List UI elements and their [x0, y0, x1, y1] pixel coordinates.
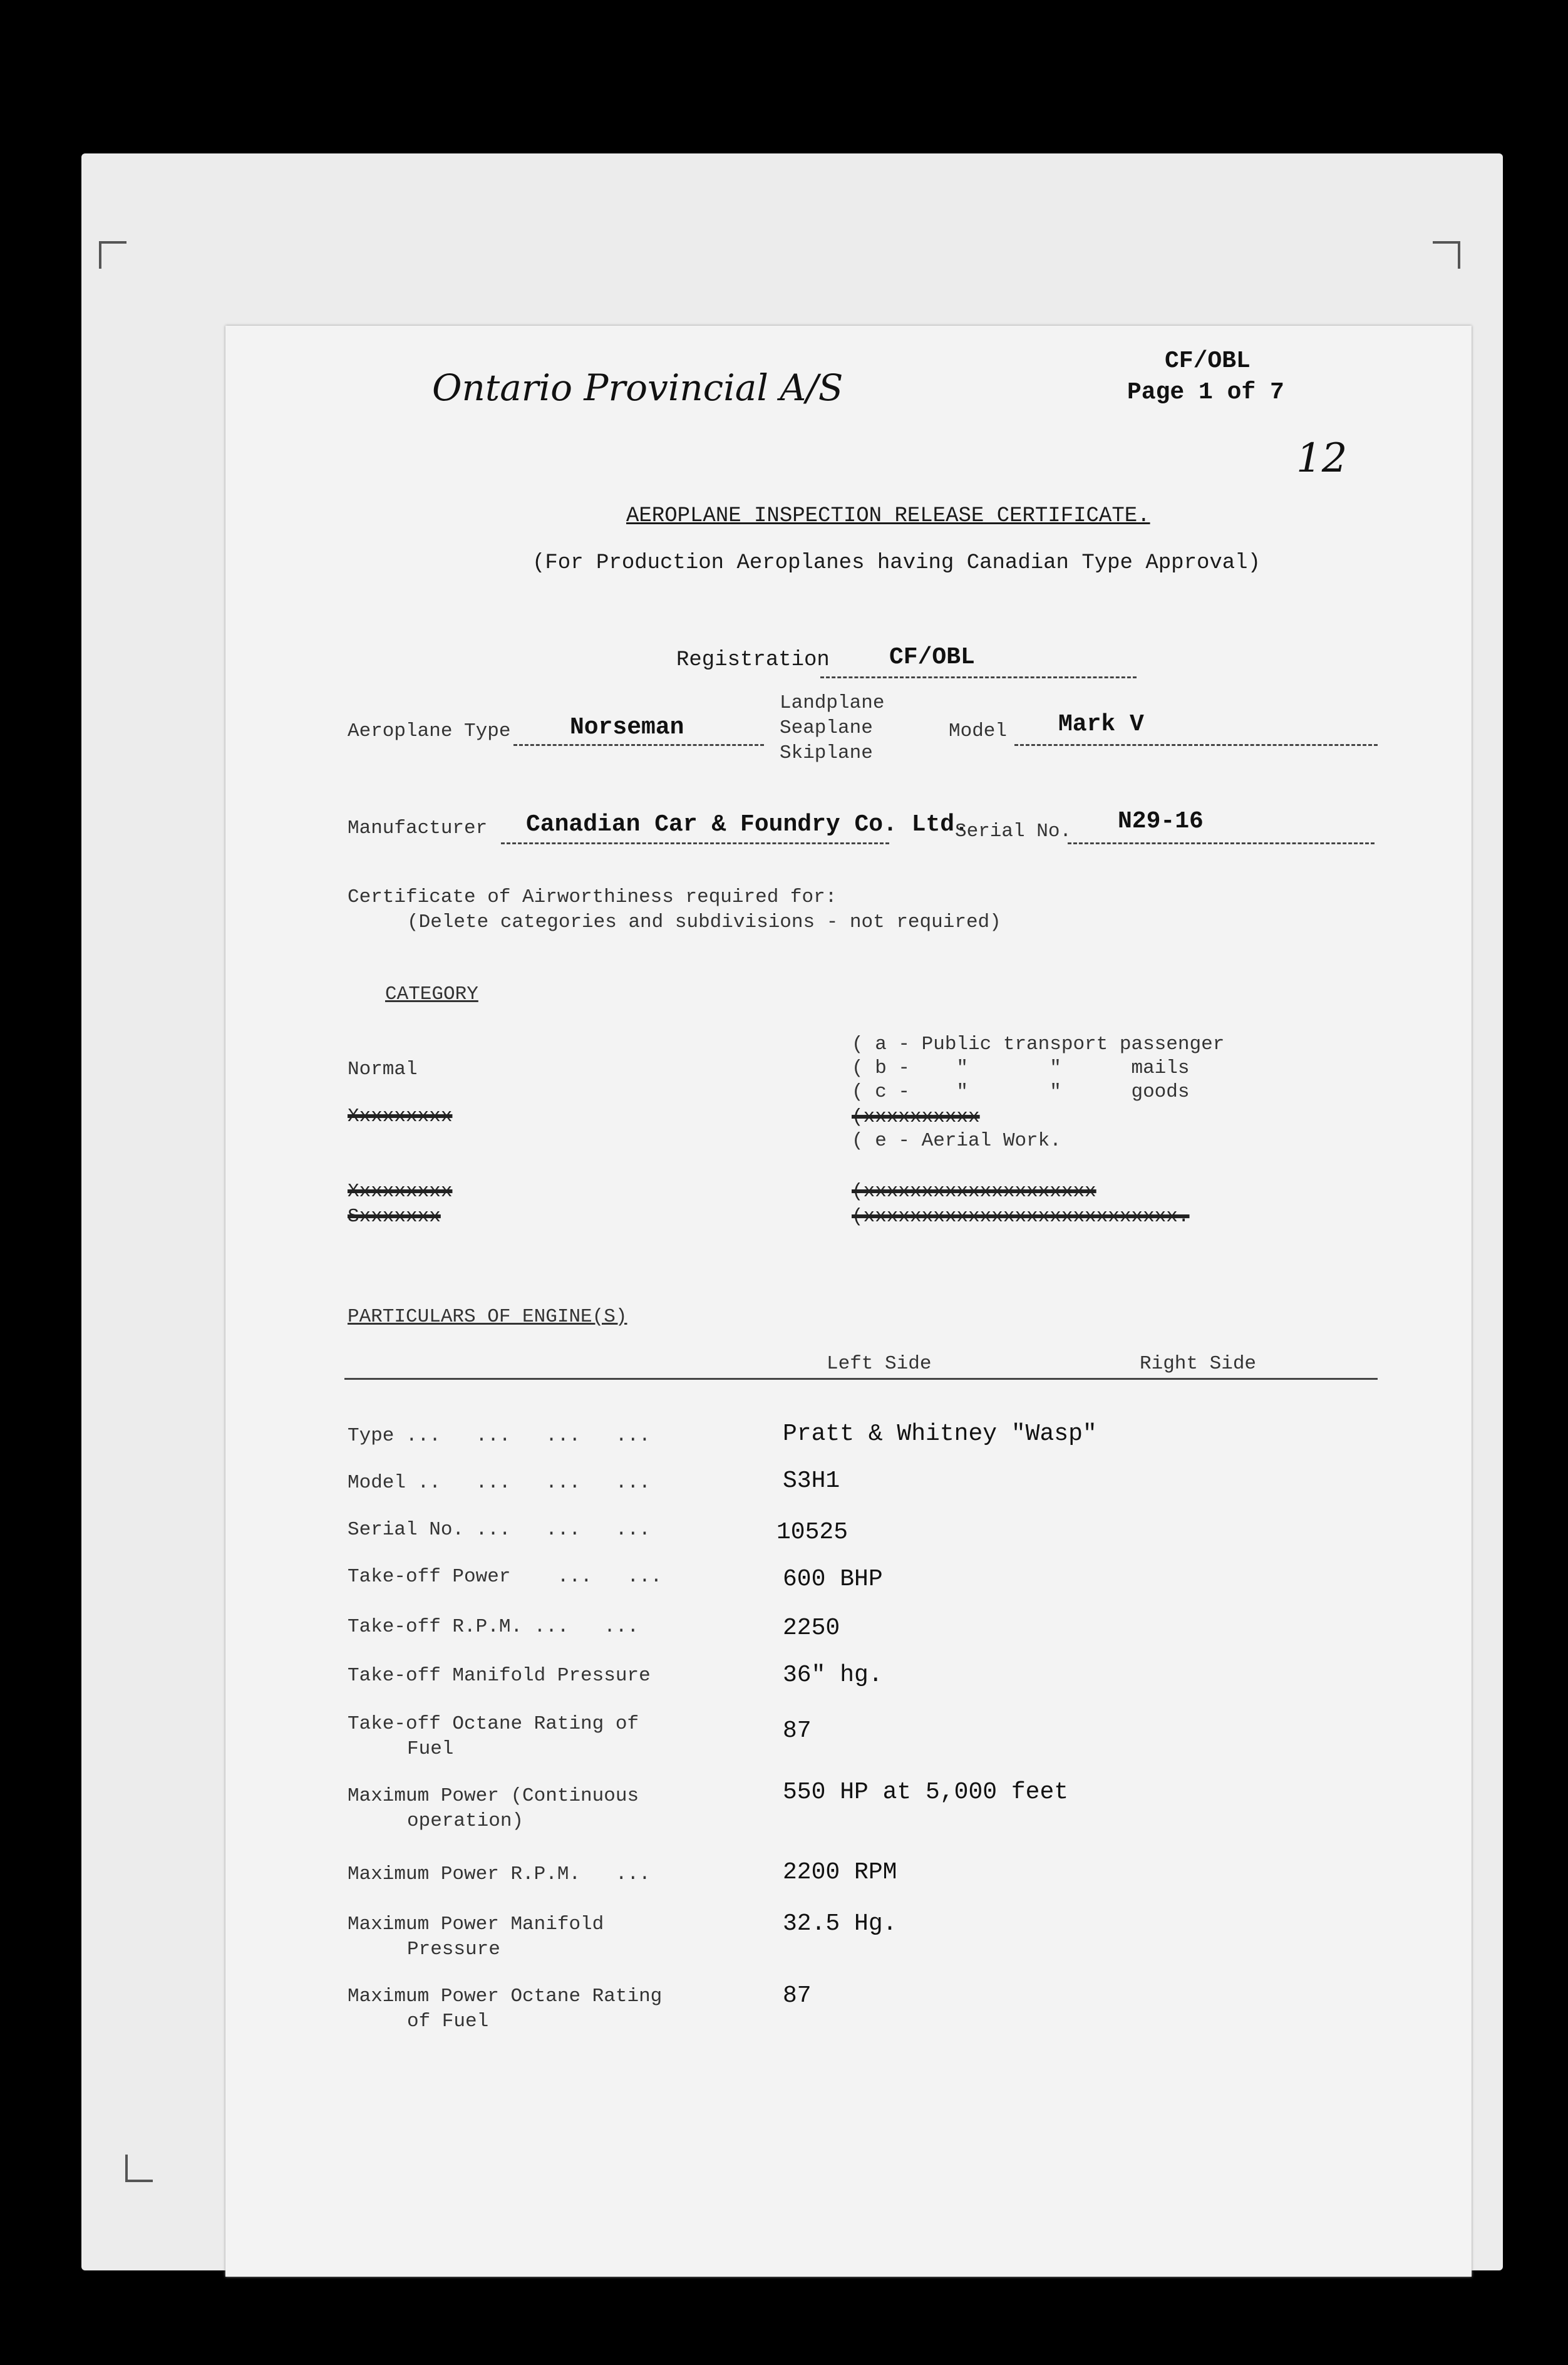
engine-row-label: Maximum Power Manifold	[348, 1913, 604, 1935]
engine-row-label: Maximum Power R.P.M. ...	[348, 1863, 651, 1885]
aeroplane-type-underline	[513, 744, 764, 746]
engine-row-label: Serial No. ... ... ...	[348, 1519, 651, 1541]
subdivision-c: ( c - " " goods	[852, 1081, 1190, 1103]
struck-subdivision-d: (xxxxxxxxxx	[852, 1106, 980, 1128]
aeroplane-type-value: Norseman	[570, 714, 684, 741]
engines-header-rule	[344, 1378, 1378, 1380]
engine-row-label-cont: Pressure	[407, 1938, 500, 1960]
engine-row-value: 600 BHP	[783, 1566, 883, 1593]
engine-row-value: S3H1	[783, 1467, 840, 1494]
model-underline	[1014, 744, 1378, 746]
engine-row-label: Type ... ... ... ...	[348, 1425, 651, 1447]
engine-row-label: Maximum Power (Continuous	[348, 1785, 639, 1807]
engine-row-label: Take-off Octane Rating of	[348, 1713, 639, 1735]
engine-row-value: 2250	[783, 1615, 840, 1642]
engine-row-label: Take-off Manifold Pressure	[348, 1665, 651, 1687]
handwritten-note: Ontario Provincial A/S	[432, 366, 843, 409]
corner-mark	[99, 241, 126, 269]
registration-label: Registration	[676, 648, 830, 672]
engine-row-label-cont: of Fuel	[407, 2011, 489, 2032]
struck-subdivision: (xxxxxxxxxxxxxxxxxxxx	[852, 1181, 1096, 1203]
engines-heading: PARTICULARS OF ENGINE(S)	[348, 1306, 627, 1328]
serial-underline	[1068, 842, 1375, 844]
reference-code: CF/OBL	[1165, 348, 1251, 375]
engine-row-label: Take-off R.P.M. ... ...	[348, 1616, 639, 1638]
page-info: Page 1 of 7	[1127, 379, 1284, 406]
manufacturer-underline	[501, 842, 889, 844]
variant-landplane: Landplane	[780, 692, 885, 714]
registration-underline	[820, 676, 1137, 678]
corner-mark	[125, 2155, 153, 2182]
engine-row-label-cont: operation)	[407, 1810, 524, 1832]
engine-row-value: 10525	[776, 1519, 848, 1546]
right-side-header: Right Side	[1140, 1353, 1257, 1375]
struck-subdivision: (xxxxxxxxxxxxxxxxxxxxxxxxxxx.	[852, 1206, 1190, 1228]
category-heading: CATEGORY	[385, 983, 478, 1005]
certificate-sheet	[225, 326, 1472, 2277]
subdivision-b: ( b - " " mails	[852, 1057, 1190, 1079]
certificate-line-1: Certificate of Airworthiness required for:	[348, 886, 837, 908]
variant-skiplane: Skiplane	[780, 742, 873, 764]
registration-value: CF/OBL	[889, 644, 975, 671]
engine-row-value: 550 HP at 5,000 feet	[783, 1779, 1069, 1806]
variant-seaplane: Seaplane	[780, 717, 873, 739]
corner-mark	[1433, 241, 1460, 269]
serial-label: Serial No.	[955, 820, 1072, 842]
struck-category: Xxxxxxxxx	[348, 1105, 453, 1127]
engine-row-value: 87	[783, 1982, 812, 2009]
left-side-header: Left Side	[827, 1353, 932, 1375]
category-normal: Normal	[348, 1058, 418, 1080]
aeroplane-type-label: Aeroplane Type	[348, 720, 511, 742]
engine-row-value: 36" hg.	[783, 1662, 883, 1689]
engine-row-value: 87	[783, 1717, 812, 1744]
manufacturer-label: Manufacturer	[348, 817, 488, 839]
serial-value: N29-16	[1118, 808, 1204, 835]
engine-row-label: Model .. ... ... ...	[348, 1472, 651, 1494]
engine-row-value: 32.5 Hg.	[783, 1910, 897, 1937]
folio-number: 12	[1296, 435, 1348, 482]
struck-category: Xxxxxxxxx	[348, 1181, 453, 1203]
certificate-line-2: (Delete categories and subdivisions - not required)	[407, 911, 1001, 933]
model-value: Mark V	[1058, 711, 1144, 738]
subdivision-e: ( e - Aerial Work.	[852, 1130, 1061, 1152]
engine-row-value: 2200 RPM	[783, 1859, 897, 1886]
engine-row-value: Pratt & Whitney "Wasp"	[783, 1421, 1097, 1447]
manufacturer-value: Canadian Car & Foundry Co. Ltd.	[526, 811, 969, 838]
document-subtitle: (For Production Aeroplanes having Canadian Type Approval)	[532, 551, 1261, 575]
subdivision-a: ( a - Public transport passenger	[852, 1033, 1225, 1055]
document-title: AEROPLANE INSPECTION RELEASE CERTIFICATE.	[626, 504, 1150, 528]
struck-category: Sxxxxxxx	[348, 1206, 441, 1228]
engine-row-label-cont: Fuel	[407, 1738, 454, 1760]
engine-row-label: Maximum Power Octane Rating	[348, 1985, 663, 2007]
engine-row-label: Take-off Power ... ...	[348, 1566, 663, 1588]
model-label: Model	[949, 720, 1008, 742]
